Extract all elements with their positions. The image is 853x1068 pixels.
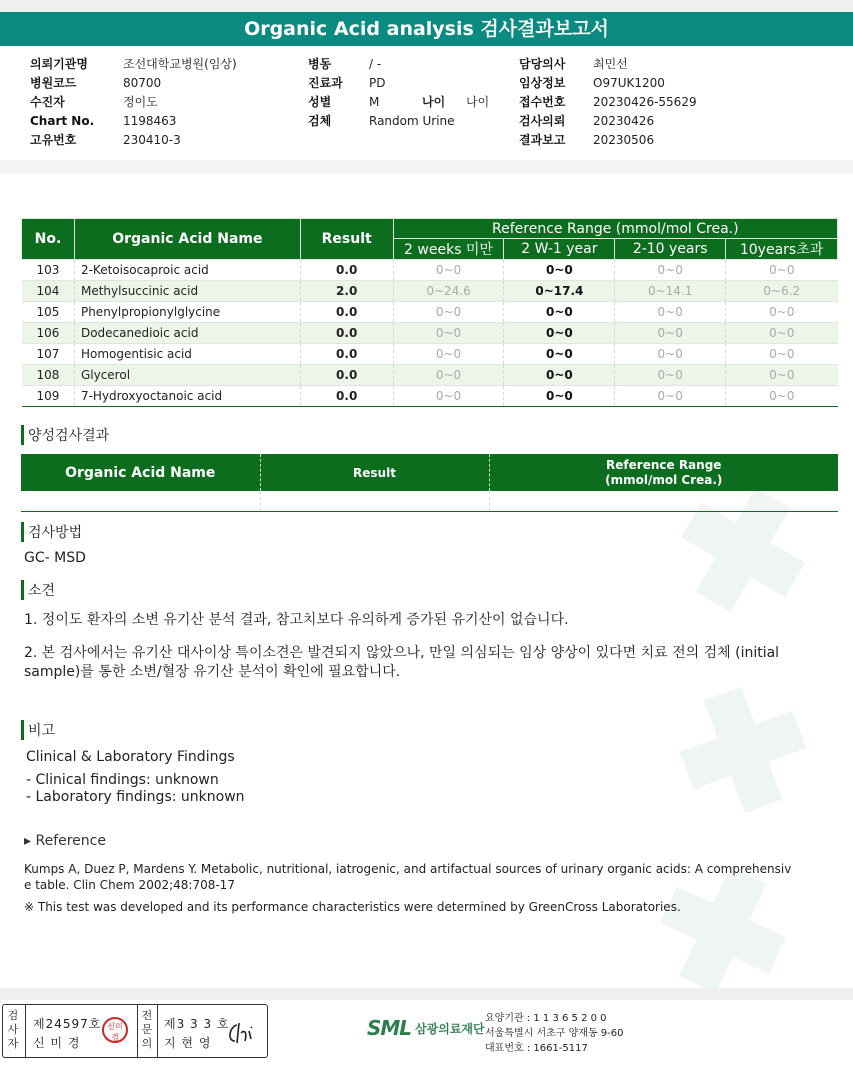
cell-ref: 0~0 [726,260,838,281]
header-result: Result [300,219,393,260]
specialist-id: 제3 3 3 호 [164,1017,230,1031]
cell-ref: 0~0 [726,344,838,365]
findings-paragraph-1: 1. 정이도 환자의 소변 유기산 분석 결과, 참고치보다 유의하게 증가된 유기산이 없습니다. [24,612,569,628]
findings-heading [21,580,55,600]
cell-ref: 0~0 [393,260,504,281]
cell-name: Glycerol [74,365,300,386]
reference-note: ※ This test was developed and its performance characteristics were determined by GreenCross Laboratories. [24,900,681,914]
info-row [30,55,237,74]
table-row [22,323,838,344]
info-value: 230410-3 [123,133,181,147]
cell-ref: 0~0 [726,323,838,344]
cell-result: 0.0 [300,365,393,386]
cell-ref: 0~14.1 [615,281,726,302]
positive-heading [21,425,109,445]
cell-ref: 0~0 [726,386,838,407]
findings-paragraph-2: 2. 본 검사에서는 유기산 대사이상 특이소견은 발견되지 않았으나, 만일 의심되는 임상 양상이 있다면 치료 전의 검체 (initial sample)를 통한 소변/혈장 유기산 분석이 확인에 필요합니다. [24,645,780,680]
cell-ref: 0~6.2 [726,281,838,302]
cell-ref: 0~17.4 [504,281,615,302]
info-label: 병동 [308,57,332,71]
seal-stamp-icon: 신미경 [102,1017,128,1043]
info-value: Random Urine [369,114,455,128]
specialist-label [140,1009,154,1051]
info-row [519,131,697,150]
header-age: 2 W-1 year [504,239,615,260]
table-row [22,260,838,281]
info-row [30,93,237,112]
positive-header-name: Organic Acid Name [21,454,260,491]
patient-info-col3 [519,55,697,150]
cell-name: Phenylpropionylglycine [74,302,300,323]
remarks-line: - Laboratory findings: unknown [26,789,245,805]
examiner-name: 신 미 경 [33,1036,81,1050]
logo-name: 삼광의료재단 [415,1021,485,1036]
info-value: M [369,95,380,109]
info-label: 고유번호 [30,133,77,147]
cell-ref: 0~0 [615,386,726,407]
info-label: 성별 [308,95,332,109]
section-bar [21,522,24,542]
header-reference: Reference Range (mmol/mol Crea.) [393,219,837,239]
examiner-id: 제24597호 [33,1017,102,1031]
table-row [22,386,838,407]
cell-ref: 0~0 [615,365,726,386]
divider [25,1005,26,1057]
divider [137,1005,138,1057]
header-no: No. [22,219,75,260]
info-label: 병원코드 [30,76,77,90]
specialist-name: 지 현 영 [164,1036,212,1050]
info-row [308,74,455,93]
cell-ref: 0~0 [726,302,838,323]
info-value: 20230426-55629 [593,95,697,109]
table-row [22,344,838,365]
info-row [30,74,237,93]
cell-empty [21,491,260,511]
cell-ref: 0~0 [615,344,726,365]
info-value: 1198463 [123,114,177,128]
positive-header-reference [489,454,838,491]
header-age: 2-10 years [615,239,726,260]
cell-name: Homogentisic acid [74,344,300,365]
positive-table [21,454,838,512]
header-age: 10years초과 [726,239,838,260]
cell-no: 104 [22,281,75,302]
examiner-label [6,1009,20,1051]
cell-ref: 0~24.6 [393,281,504,302]
cell-result: 2.0 [300,281,393,302]
reference-citation: e table. Clin Chem 2002;48:708-17 [24,878,235,892]
info-value: PD [369,76,386,90]
reference-citation: Kumps A, Duez P, Mardens Y. Metabolic, nutritional, iatrogenic, and artifactual sources of urinary organic acids: A comprehensiv [24,862,792,876]
label-char: 자 [7,1037,19,1050]
cell-no: 103 [22,260,75,281]
cell-ref: 0~0 [504,344,615,365]
cell-ref: 0~0 [504,302,615,323]
report-title: Organic Acid analysis 검사결과보고서 [0,12,853,46]
positive-header-result: Result [260,454,489,491]
info-row [519,112,697,131]
divider [157,1005,158,1057]
info-row [519,55,697,74]
reference-line-2: (mmol/mol Crea.) [605,472,723,487]
cell-no: 109 [22,386,75,407]
footer-divider [0,988,853,1000]
info-label: 결과보고 [519,133,566,147]
handwritten-signature-icon [225,1019,261,1047]
table-row [22,302,838,323]
cell-ref: 0~0 [393,302,504,323]
reference-line-1: Reference Range [606,457,722,472]
remarks-heading [21,720,55,740]
cell-no: 105 [22,302,75,323]
cell-ref: 0~0 [393,365,504,386]
info-row [30,131,237,150]
org-line: 요양기관 : 1 1 3 6 5 2 0 0 [485,1013,607,1024]
cell-result: 0.0 [300,302,393,323]
cell-ref: 0~0 [504,365,615,386]
section-title: 소견 [28,583,56,599]
info-value: 정이도 [123,95,158,109]
cell-no: 108 [22,365,75,386]
info-value: / - [369,57,382,71]
cell-ref: 0~0 [615,302,726,323]
section-divider [0,160,853,174]
info-value: 최민선 [593,57,628,71]
results-table [21,218,838,407]
info-row [519,74,697,93]
cell-ref: 0~0 [615,260,726,281]
cell-ref: 0~0 [393,323,504,344]
cell-ref: 0~0 [726,365,838,386]
table-row [22,281,838,302]
reference-heading: ▸ Reference [24,833,106,849]
info-label: 검사의뢰 [519,114,566,128]
label-char: 전 [141,1009,153,1022]
info-label: 의뢰기관명 [30,57,88,71]
header-age: 2 weeks 미만 [393,239,504,260]
table-row [21,491,838,511]
age-value: 나이 [466,95,490,109]
cell-no: 107 [22,344,75,365]
cell-empty [489,491,838,511]
info-row [30,112,237,131]
label-char: 의 [141,1037,153,1050]
info-label: 담당의사 [519,57,566,71]
label-char: 사 [7,1023,19,1036]
info-label: 수진자 [30,95,65,109]
label-char: 검 [7,1009,19,1022]
section-bar [21,720,24,740]
info-label: Chart No. [30,114,95,128]
cell-ref: 0~0 [504,260,615,281]
organization-logo [367,1016,485,1040]
signature-box [2,1004,268,1058]
info-value: 80700 [123,76,162,90]
cell-name: Dodecanedioic acid [74,323,300,344]
cell-empty [260,491,489,511]
cell-ref: 0~0 [393,386,504,407]
cell-name: 7-Hydroxyoctanoic acid [74,386,300,407]
cell-name: 2-Ketoisocaproic acid [74,260,300,281]
info-value: 조선대학교병원(임상) [123,57,237,71]
cell-result: 0.0 [300,386,393,407]
cell-ref: 0~0 [504,323,615,344]
cell-ref: 0~0 [393,344,504,365]
patient-info-col1 [30,55,237,150]
info-label: 접수번호 [519,95,566,109]
cell-ref: 0~0 [504,386,615,407]
info-value: O97UK1200 [593,76,665,90]
section-title: 양성검사결과 [28,428,110,444]
info-value: 20230426 [593,114,655,128]
top-strip [0,0,853,12]
label-char: 문 [141,1023,153,1036]
section-title: 비고 [28,723,56,739]
cell-result: 0.0 [300,344,393,365]
cell-no: 106 [22,323,75,344]
info-row [308,55,455,74]
info-label: 임상정보 [519,76,566,90]
cell-result: 0.0 [300,323,393,344]
method-heading [21,522,82,542]
cell-name: Methylsuccinic acid [74,281,300,302]
table-row [22,365,838,386]
info-value: 20230506 [593,133,655,147]
info-label: 검체 [308,114,332,128]
logo-mark: SML [367,1016,412,1040]
cell-result: 0.0 [300,260,393,281]
remarks-line: - Clinical findings: unknown [26,772,219,788]
organization-info [485,1011,624,1056]
info-label: 진료과 [308,76,343,90]
org-line: 서울특별시 서초구 양재동 9-60 [485,1028,624,1039]
age-label: 나이 [422,95,446,109]
remarks-line: Clinical & Laboratory Findings [26,749,235,765]
info-row [519,93,697,112]
org-line: 대표번호 : 1661-5117 [485,1043,588,1054]
method-text: GC- MSD [24,550,86,566]
cell-ref: 0~0 [615,323,726,344]
section-bar [21,425,24,445]
section-bar [21,580,24,600]
section-title: 검사방법 [28,525,83,541]
info-row [308,112,455,131]
header-name: Organic Acid Name [74,219,300,260]
